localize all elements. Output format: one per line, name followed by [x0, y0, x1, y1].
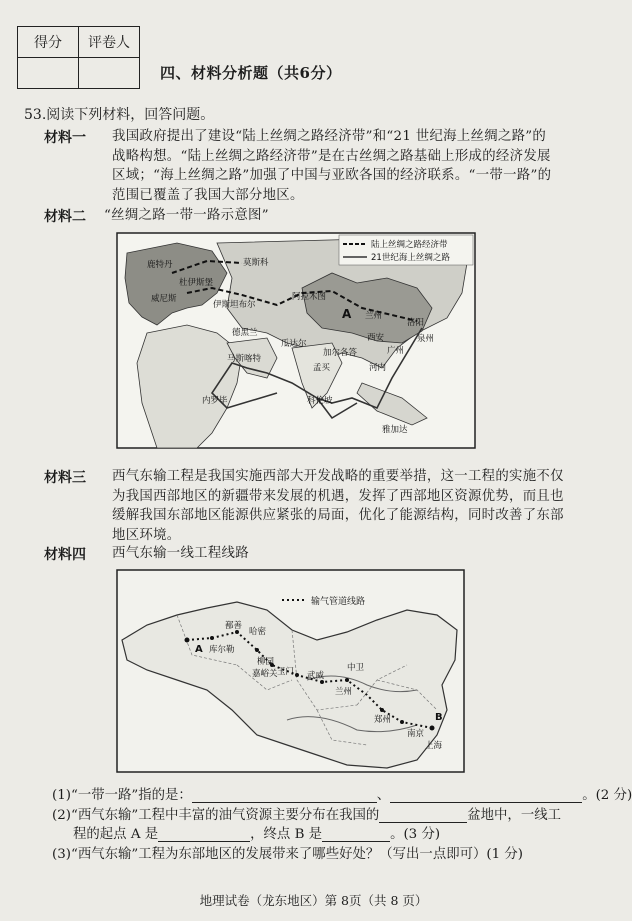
place-label: 兰州: [365, 311, 383, 321]
pipeline-legend-label: 输气管道线路: [311, 597, 366, 607]
material3-text: [112, 467, 612, 545]
grader-label: 评卷人: [79, 27, 140, 58]
question-prompt: 53.阅读下列材料，回答问题。: [24, 107, 215, 123]
material2-caption: “丝绸之路一带一路示意图”: [104, 208, 269, 223]
place-label: 德黑兰: [232, 328, 258, 338]
material3-label: 材料三: [44, 470, 86, 486]
point-a-label: A: [195, 644, 203, 655]
material1-label: 材料一: [44, 130, 86, 146]
pipeline-map: [117, 570, 464, 772]
place-label: 雅加达: [382, 425, 408, 435]
place-label: 南京: [407, 729, 425, 739]
answer-blank-1a[interactable]: [192, 802, 377, 803]
sub-question-2-line2: [73, 823, 440, 842]
region-a-label: A: [342, 307, 352, 321]
material2-label: 材料二: [44, 209, 86, 225]
place-label: 鄯善: [225, 621, 243, 631]
material3-line: 缓解我国东部地区能源供应紧张的局面，优化了能源结构，同时改善了东部: [112, 508, 564, 523]
sub-question-2-line1: [52, 804, 561, 823]
material3-line: 为我国西部地区的新疆带来发展的机遇，发挥了西部地区资源优势，而且也: [112, 488, 564, 504]
place-label: 马斯喀特: [227, 354, 262, 364]
score-field[interactable]: [18, 58, 79, 89]
place-label: 西安: [367, 333, 385, 343]
material1-text: [112, 127, 612, 205]
section-title: 四、材料分析题（共6分）: [160, 64, 342, 82]
answer-blank-2c[interactable]: [322, 841, 390, 842]
sub-q2-score: 。(3 分): [390, 827, 441, 842]
material1-line: 范围已覆盖了我国大部分地区。: [112, 187, 304, 203]
material4-caption: 西气东输一线工程线路: [112, 546, 249, 561]
place-label: 鹿特丹: [147, 260, 173, 270]
sub-q2-line2-prefix: 程的起点 A 是: [73, 827, 159, 842]
page-footer: 地理试卷（龙东地区）第 8页（共 8 页）: [199, 893, 428, 908]
place-label: 河内: [369, 363, 387, 373]
place-label: 玉门: [277, 667, 295, 677]
place-label: 杜伊斯堡: [179, 278, 214, 288]
pipeline-map-svg: [117, 570, 464, 772]
place-label: 广州: [387, 346, 405, 356]
answer-blank-2b[interactable]: [158, 841, 250, 842]
material4-label: 材料四: [44, 547, 86, 563]
sub-q2-suffix: 盆地中，一线工: [467, 808, 561, 823]
place-label: 兰州: [335, 687, 353, 697]
sub-q1-score: 。(2 分): [582, 788, 632, 803]
score-label: 得分: [18, 27, 79, 58]
material1-line: 我国政府提出了建设“陆上丝绸之路经济带”和“21 世纪海上丝绸之路”的: [112, 129, 547, 144]
place-label: 上海: [425, 741, 443, 751]
belt-road-map-svg: [117, 233, 475, 448]
place-label: 武威: [307, 671, 325, 681]
place-label: 加尔各答: [323, 348, 358, 358]
score-box: [17, 26, 140, 89]
belt-road-map: [117, 233, 475, 448]
place-label: 中卫: [347, 663, 365, 673]
sub-q2-line2-mid: ，终点 B 是: [250, 827, 323, 842]
place-label: 伊斯坦布尔: [213, 300, 256, 310]
material3-line: 地区环境。: [112, 527, 181, 543]
sub-question-3: (3)“西气东输”工程为东部地区的发展带来了哪些好处？（写出一点即可）(1 分): [52, 847, 523, 862]
place-label: 柳园: [257, 657, 275, 667]
sub-question-1: [52, 784, 632, 803]
place-label: 瓜达尔: [281, 339, 307, 349]
place-label: 威尼斯: [151, 294, 177, 304]
legend-land-label: 陆上丝绸之路经济带: [371, 240, 448, 250]
place-label: 内罗毕: [202, 396, 228, 406]
material1-line: 区域；“海上丝绸之路”加强了中国与亚欧各国的经济联系。“一带一路”的: [112, 168, 552, 183]
material1-line: 战略构想。“陆上丝绸之路经济带”是在古丝绸之路基础上形成的经济发展: [112, 148, 551, 164]
place-label: 哈密: [249, 627, 267, 637]
place-label: 库尔勒: [209, 645, 235, 655]
place-label: 孟买: [313, 363, 331, 373]
place-label: 科伦坡: [307, 396, 333, 406]
sub-q1-prefix: (1)“一带一路”指的是：: [52, 788, 192, 803]
place-label: 郑州: [374, 715, 392, 725]
place-label: 洛阳: [407, 318, 425, 328]
place-label: 嘉峪关: [252, 669, 278, 679]
point-b-label: B: [435, 712, 443, 723]
place-label: 泉州: [417, 334, 435, 344]
sub-q1-sep: 、: [376, 788, 391, 803]
place-label: 阿拉木图: [292, 292, 327, 302]
sub-q2-prefix: (2)“西气东输”工程中丰富的油气资源主要分布在我国的: [52, 808, 380, 823]
answer-blank-1b[interactable]: [390, 802, 582, 803]
place-label: 莫斯科: [243, 258, 269, 268]
material3-line: 西气东输工程是我国实施西部大开发战略的重要举措，这一工程的实施不仅: [112, 469, 564, 484]
legend-sea-label: 21世纪海上丝绸之路: [371, 253, 450, 263]
grader-field[interactable]: [79, 58, 140, 89]
